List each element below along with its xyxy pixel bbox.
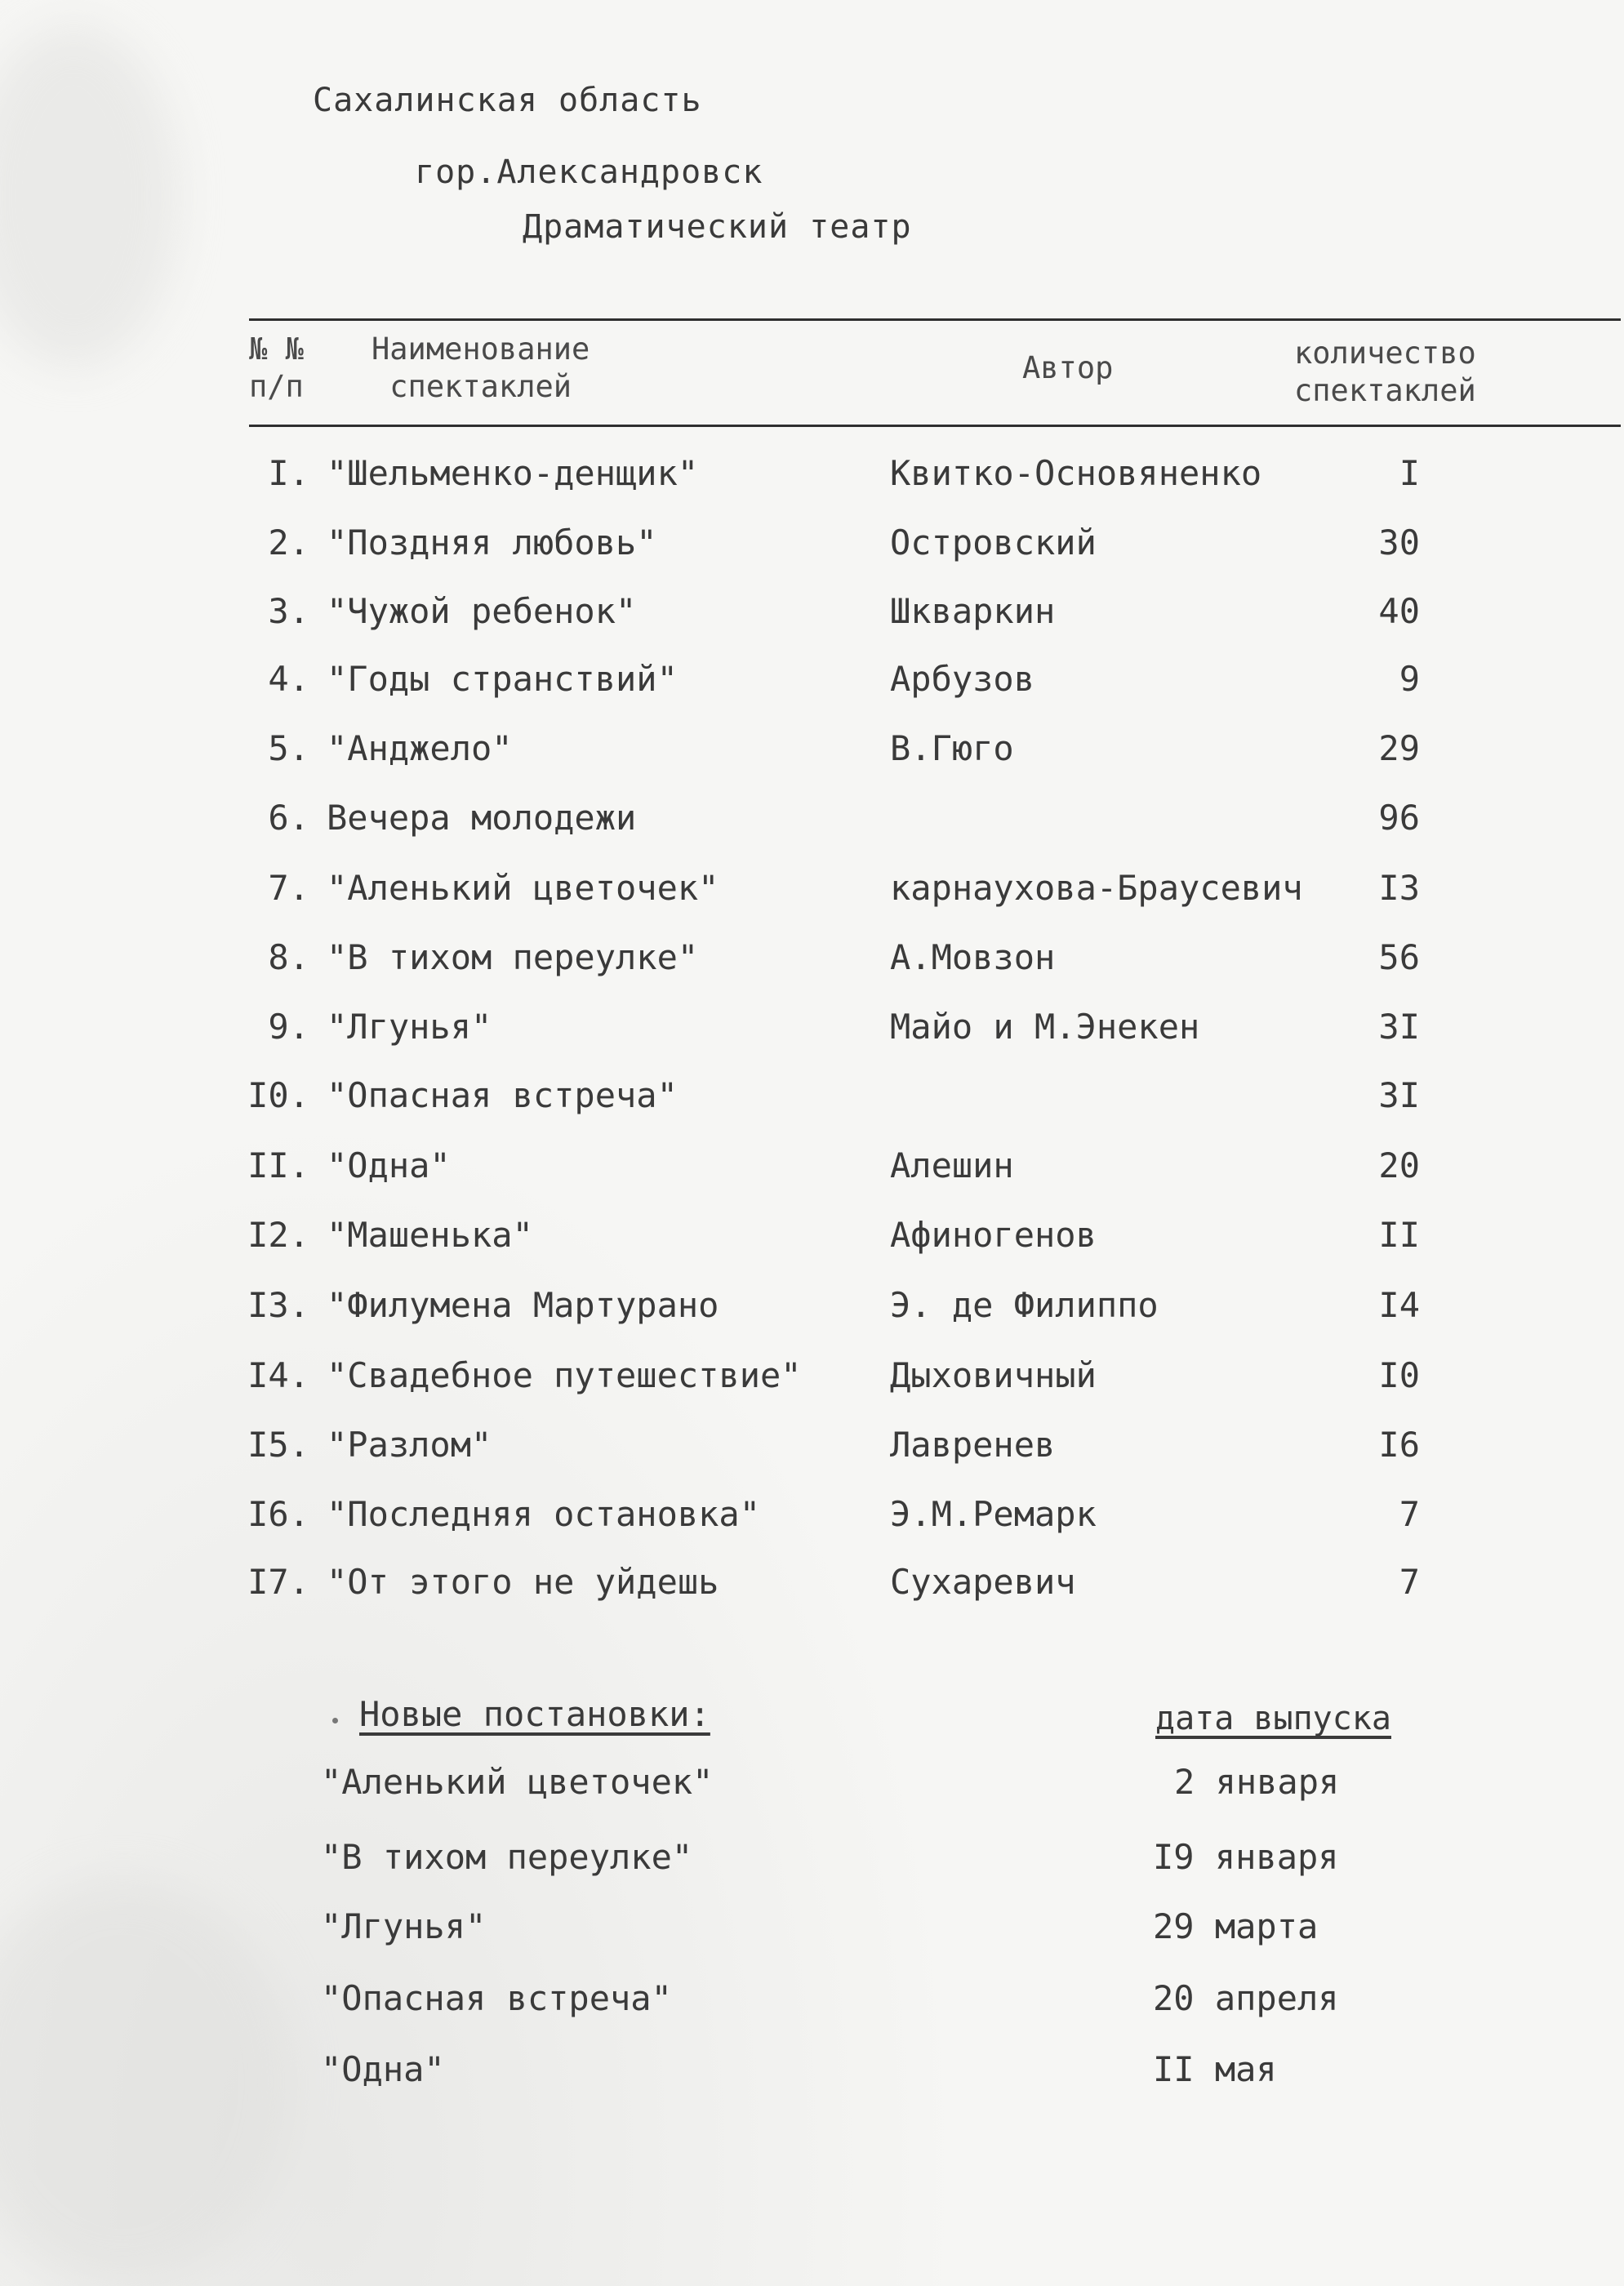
row-count: 3I [1378,1007,1420,1047]
row-count: 7 [1399,1494,1420,1534]
row-title: "Шельменко-денщик" [327,453,699,493]
col-header-count [1294,335,1476,410]
new-production-date: II мая [1153,2049,1277,2089]
header-theatre: Драматический театр [523,208,912,246]
col-header-title-line2: спектаклей [389,369,572,404]
new-production-title: "Аленький цветочек" [321,1762,714,1802]
row-number: I2. [247,1215,309,1255]
row-title: "Лгунья" [327,1007,492,1047]
new-production-date: 20 апреля [1153,1978,1339,2018]
row-author: Э.М.Ремарк [890,1494,1097,1534]
row-title: "Машенька" [327,1215,533,1255]
row-number: 2. [268,523,309,563]
row-title: Вечера молодежи [327,798,637,838]
table-row [0,655,1624,704]
row-title: "Филумена Мартурано [327,1285,719,1325]
table-header-rule [249,425,1621,427]
row-count: 40 [1378,591,1420,631]
table-row [0,1003,1624,1052]
row-number: I. [268,453,309,493]
row-title: "Аленький цветочек" [327,868,719,908]
row-number: 8. [268,937,309,977]
new-production-item [0,1758,1624,1807]
col-header-num-line2: п/п [249,369,304,404]
table-row [0,1071,1624,1120]
new-production-item [0,2045,1624,2094]
row-count: 3I [1378,1075,1420,1115]
row-author: Лавренев [890,1425,1056,1465]
table-row [0,864,1624,913]
row-count: 9 [1399,659,1420,699]
col-header-num-line1: № № [249,331,304,367]
row-title: "Свадебное путешествие" [327,1355,802,1395]
row-author: Арбузов [890,659,1035,699]
row-author: Шкваркин [890,591,1056,631]
table-top-rule [249,318,1621,321]
new-production-title: "Опасная встреча" [321,1978,672,2018]
row-author: Афиногенов [890,1215,1097,1255]
col-header-title-line1: Наименование [372,331,590,367]
new-production-item [0,1833,1624,1882]
row-title: "Поздняя любовь" [327,523,657,563]
row-number: II. [247,1145,309,1185]
row-count: 7 [1399,1562,1420,1602]
new-production-item [0,1902,1624,1951]
row-count: 56 [1378,937,1420,977]
new-production-date: 2 января [1174,1762,1340,1802]
row-number: I5. [247,1425,309,1465]
table-row [0,1351,1624,1400]
table-row [0,587,1624,636]
row-title: "Разлом" [327,1425,492,1465]
row-title: "Опасная встреча" [327,1075,678,1115]
row-count: 96 [1378,798,1420,838]
table-row [0,449,1624,498]
row-title: "В тихом переулке" [327,937,699,977]
row-count: 20 [1378,1145,1420,1185]
header-region: Сахалинская область [313,82,702,119]
col-header-author-label: Автор [1022,350,1114,385]
table-row [0,1141,1624,1190]
row-count: I0 [1378,1355,1420,1395]
row-title: "Анджело" [327,728,513,768]
row-author: В.Гюго [890,728,1014,768]
row-author: Алешин [890,1145,1014,1185]
col-header-title [372,331,590,406]
row-count: I3 [1378,868,1420,908]
new-production-title: "В тихом переулке" [321,1837,693,1877]
table-row [0,1558,1624,1607]
new-production-title: "Одна" [321,2049,445,2089]
new-productions-heading: Новые постановки: [359,1694,710,1734]
table-row [0,1421,1624,1470]
row-title: "Чужой ребенок" [327,591,637,631]
row-number: I4. [247,1355,309,1395]
row-number: 4. [268,659,309,699]
new-production-title: "Лгунья" [321,1906,487,1946]
row-number: 3. [268,591,309,631]
row-author: карнаухова-Браусевич [890,868,1303,908]
row-number: I0. [247,1075,309,1115]
row-author: Квитко-Основяненко [890,453,1262,493]
row-title: "Одна" [327,1145,451,1185]
table-row [0,518,1624,567]
table-row [0,1281,1624,1330]
new-production-item [0,1974,1624,2023]
row-author: Дыховичный [890,1355,1097,1395]
col-header-author [1022,349,1113,387]
table-row [0,794,1624,843]
row-number: I7. [247,1562,309,1602]
row-number: 9. [268,1007,309,1047]
row-author: Майо и М.Энекен [890,1007,1200,1047]
row-number: I6. [247,1494,309,1534]
table-row [0,933,1624,982]
row-count: I [1399,453,1420,493]
row-author: А.Мовзон [890,937,1056,977]
table-row [0,724,1624,773]
col-header-count-line1: количество [1294,336,1476,371]
row-number: 7. [268,868,309,908]
row-title: "Годы странствий" [327,659,678,699]
row-count: I6 [1378,1425,1420,1465]
table-row [0,1490,1624,1539]
row-number: 5. [268,728,309,768]
paper-stain [0,24,180,367]
header-city: гор.Александровск [415,153,763,191]
row-count: 29 [1378,728,1420,768]
bullet-mark [332,1718,338,1723]
row-count: I4 [1378,1285,1420,1325]
row-title: "Последняя остановка" [327,1494,761,1534]
col-header-num [249,331,304,406]
col-header-count-line2: спектаклей [1294,373,1476,408]
new-production-date: I9 января [1153,1837,1339,1877]
row-author: Сухаревич [890,1562,1076,1602]
row-count: 30 [1378,523,1420,563]
table-row [0,1211,1624,1260]
release-date-heading: дата выпуска [1155,1700,1391,1737]
row-number: I3. [247,1285,309,1325]
row-number: 6. [268,798,309,838]
row-author: Э. де Филиппо [890,1285,1159,1325]
row-title: "От этого не уйдешь [327,1562,719,1602]
row-count: II [1378,1215,1420,1255]
new-production-date: 29 марта [1153,1906,1319,1946]
row-author: Островский [890,523,1097,563]
